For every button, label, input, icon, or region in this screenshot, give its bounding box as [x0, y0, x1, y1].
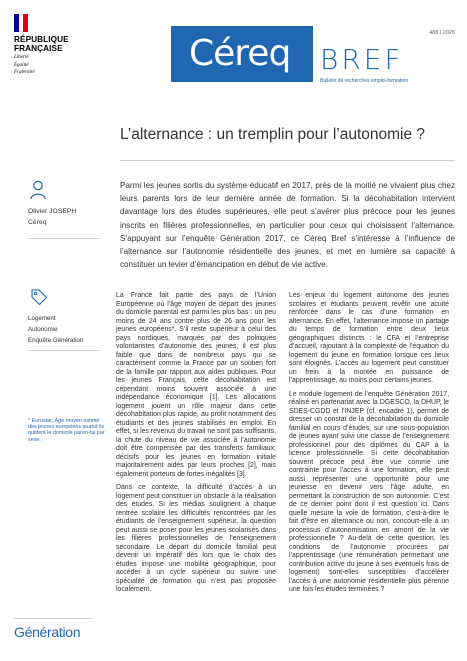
- republique-francaise-logo: [14, 14, 74, 76]
- cereq-logo: [171, 26, 313, 82]
- sidebar-divider: [28, 350, 100, 351]
- body-column-left: [116, 292, 276, 600]
- tagline: Bulletin de recherches emploi-formation: [320, 78, 409, 84]
- keyword-logement: Logement: [28, 315, 56, 322]
- sidebar-divider: [28, 238, 100, 239]
- page-title: L’alternance : un tremplin pour l’autonomie ?: [120, 126, 426, 143]
- body-column-right: [289, 292, 449, 600]
- keyword-autonomie: Autonomie: [28, 326, 58, 333]
- republic-line1: RÉPUBLIQUE: [14, 35, 69, 44]
- title-divider: [120, 160, 455, 161]
- tag-icon: [30, 288, 48, 306]
- intro-paragraph: Parmi les jeunes sortis du système éducatif en 2017, près de la moitié ne vivaient plus chez leurs parents lors de leur dernière année de formation. Si la décohabitation intervient davantage lors des études supérieures, elle peut s’avérer plus précoce pour les jeunes inscrits en filières professionnelles, en particulier pour ceux qui choisissent l’alternance. S’appuyant sur l’enquête Génération 2017, ce Céreq Bref s’intéresse à l’influence de l’alternance sur l’autonomie résidentielle des jeunes, et met en lumière sa capacité à constituer un levier d’émancipation en début de vie active.: [120, 181, 455, 270]
- keyword-enquete-generation: Enquête Génération: [28, 337, 84, 344]
- series-name: BREF: [320, 43, 404, 76]
- person-icon: [30, 180, 46, 200]
- footnote: * Eurostat, Âge moyen estimé des jeunes européens quand ils quittent le domicile paren-tal par sexe.: [28, 418, 105, 443]
- generation-logo: Génération: [14, 624, 81, 640]
- republic-line2: FRANÇAISE: [14, 44, 63, 53]
- body-paragraph: Le module logement de l’enquête Génération 2017, réalisé en partenariat avec la DGESCO, la DHUP, le SDES-CGDD et l’INJEP (cf. encadré 1), permet de dresser un constat de la décohabitation du domicile familial en cours d’études, sur une sous-population de jeunes ayant suivi une classe de l’enseignement professionnel pour des diplômes du CAP à la licence professionnelle. Si cette décohabitation souvent précoce peut être vue comme une contrainte pour l’accès à une formation, elle peut aussi représenter une opportunité pour une jeunesse en devenir vers l’âge adulte, en permettant la construction de son autonomie. C’est de ce dernier point dont il est question ici. Dans quelle mesure la voie de formation, c’est-à-dire le fait d’être en alternance ou non, concourt-elle à un processus d’autonomisation en amont de la vie professionnelle ? Au-delà de cette question, les conditions de l’autonomie procurées par l’apprentissage (une rémunération permettant une contribution active du jeune à ses éventuels frais de logement) sont-elles susceptibles d’accélérer l’accès à une autonomie résidentielle plus pérenne une fois les études terminées ?: [289, 390, 449, 593]
- motto-liberte: Liberté: [14, 55, 29, 60]
- body-paragraph: Les enjeux du logement autonome des jeunes scolaires et étudiants peuvent revêtir une acuité renforcée dans le cas d’une formation en alternance. En effet, l’alternance impose un partage du temps de formation entre deux lieux géographiques distincts : le CFA et l’entreprise d’accueil, rajoutant à la complexité de l’équation du logement du jeune en formation lorsque ces lieux sont éloignés. L’accès au logement peut constituer un frein à la montée en puissance de l’apprentissage, au moins pour certains jeunes.: [289, 292, 449, 384]
- motto-fraternite: Fraternité: [14, 70, 35, 76]
- generation-divider: [14, 618, 92, 619]
- issue-number: 488 | 2025: [429, 30, 455, 36]
- author-name: Olivier JOSEPH: [28, 208, 77, 215]
- body-paragraph: La France fait partie des pays de l’Union Européenne où l’âge moyen de départ des jeunes du domicile parental est parmi les plus bas : un peu moins de 24 ans contre plus de 26 ans pour les jeunes européens*. S’il reste supérieur à celui des pays nordiques, marqués par des politiques volontaristes d’autonomie des jeunes, il est plus faible que dans de nombreux pays qui se caractérisent comme la France par un soutien fort de la famille par rapport aux aides publiques. Pour les jeunes Français, cette décohabitation est cependant moins souvent associée à une indépendance économique [1]. Les allocations logement jouent un rôle majeur dans cette décohabitation plus rapide, au profit notamment des étudiants et des jeunes stabilisés en emploi. En effet, si les revenus du travail ne sont pas suffisants, la chute du niveau de vie associée à l’autonomie doit être compensée par des transferts familiaux, décisifs pour les jeunes en formation initiale majoritairement aidés par leurs proches [2], mais également porteurs de fortes inégalités [3].: [116, 292, 276, 478]
- body-paragraph: Dans ce contexte, la difficulté d’accès à un logement peut constituer un obstacle à la réalisation des études. Si les médias soulignent à chaque rentrée scolaire les difficultés rencontrées par les étudiants de l’enseignement supérieur, la question peut aussi se poser pour les jeunes scolarisés dans les filières professionnelles de l’enseignement secondaire. Le départ du domicile familial peut devenir un impératif dès lors que le choix des études impose une mobilité géographique, pour accéder à un cycle supérieur ou suivre une spécialité de formation qui n’est pas proposée localement.: [116, 484, 276, 593]
- author-organization: Céreq: [28, 219, 47, 226]
- marianne-flag-icon: [14, 14, 28, 32]
- motto-egalite: Égalité: [14, 62, 29, 68]
- brand-name: Céreq: [189, 33, 291, 74]
